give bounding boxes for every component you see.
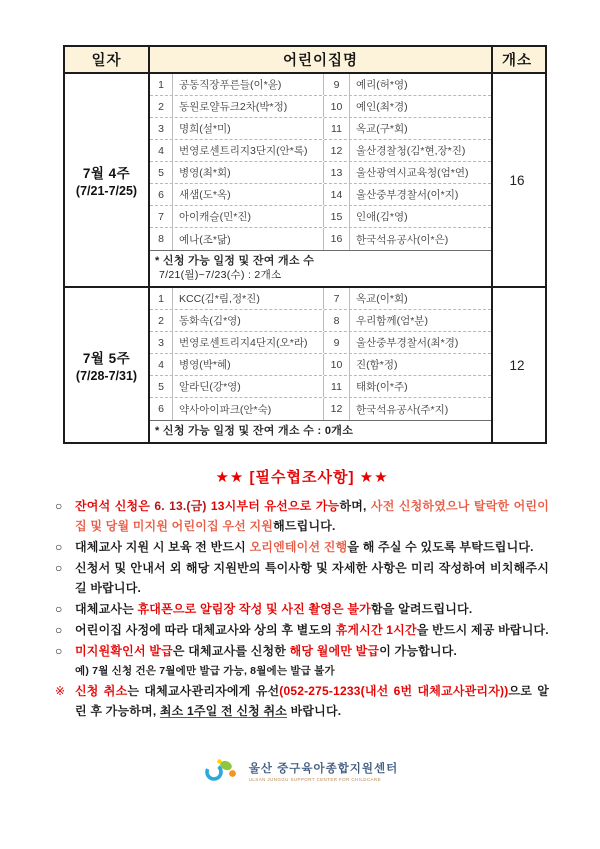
entry-name: 번영로센트리지3단지(안*록) xyxy=(173,140,324,161)
notice-segment: 휴게시간 1시간 xyxy=(335,623,417,637)
notice-segment: 함을 알려드립니다. xyxy=(370,602,473,616)
entry-row xyxy=(150,74,491,96)
entry-number: 10 xyxy=(324,354,350,375)
notice-item xyxy=(55,558,549,598)
entry-number: 5 xyxy=(150,162,173,183)
column-header-name: 어린이집명 xyxy=(282,53,359,69)
entry-name: 예리(허*영) xyxy=(356,79,408,91)
notice-item xyxy=(55,496,549,536)
notice-marker: ○ xyxy=(55,602,63,616)
entry-number: 9 xyxy=(324,74,350,95)
week-row xyxy=(65,286,545,442)
entry-name: 새샘(도*옥) xyxy=(173,184,324,205)
entry-row xyxy=(150,288,491,310)
notice-section-title: ★★ [필수협조사항] ★★ xyxy=(215,469,389,486)
entry-name: KCC(김*림,정*진) xyxy=(173,288,324,309)
entry-name: 울산중부경찰서(이*지) xyxy=(356,189,459,201)
date-cell xyxy=(65,288,150,442)
entry-number: 1 xyxy=(150,288,173,309)
notice-segment: 으로 알린 후 가능하며, xyxy=(75,684,550,718)
availability-note-line: * 신청 가능 일정 및 잔여 개소 수 xyxy=(155,255,315,267)
notice-segment: (052-275-1233(내선 6번 대체교사관리자)) xyxy=(279,684,509,698)
notice-marker: ○ xyxy=(55,561,63,575)
notice-segment: 하며, xyxy=(339,499,371,513)
entry-name: 아이캐슬(민*진) xyxy=(173,206,324,227)
entry-row xyxy=(150,206,491,228)
notice-item xyxy=(55,681,549,721)
entry-number: 14 xyxy=(324,184,350,205)
notice-text xyxy=(75,599,549,619)
entry-number: 3 xyxy=(150,118,173,139)
entry-row xyxy=(150,310,491,332)
entry-number: 7 xyxy=(324,288,350,309)
availability-note-line: * 신청 가능 일정 및 잔여 개소 수 : 0개소 xyxy=(155,425,354,437)
notice-segment: 13시부터 유선으로 가능 xyxy=(206,499,340,513)
notice-item xyxy=(55,599,549,619)
entry-number: 4 xyxy=(150,354,173,375)
notice-item xyxy=(55,620,549,640)
notice-segment: 최소 1주일 전 신청 취소 xyxy=(159,704,288,718)
date-week-label: 7월 5주 xyxy=(82,351,131,366)
entry-row xyxy=(150,228,491,250)
notice-text xyxy=(75,662,549,680)
date-cell xyxy=(65,74,150,286)
entry-name: 한국석유공사(이*은) xyxy=(356,233,449,246)
entry-number: 12 xyxy=(324,140,350,161)
entry-number: 1 xyxy=(150,74,173,95)
entry-name: 한국석유공사(주*지) xyxy=(356,403,449,416)
entry-number: 3 xyxy=(150,332,173,353)
entry-number: 2 xyxy=(150,310,173,331)
availability-note xyxy=(150,250,491,286)
date-range-label: (7/28-7/31) xyxy=(75,369,138,383)
notice-item xyxy=(55,537,549,557)
notice-text xyxy=(75,681,549,721)
entry-number: 2 xyxy=(150,96,173,117)
notice-segment: 휴대폰으로 알림장 작성 및 사진 촬영은 불가 xyxy=(137,602,371,616)
entry-name: 병영(최*회) xyxy=(173,162,324,183)
entry-name: 동화속(김*영) xyxy=(173,310,324,331)
entry-rows xyxy=(150,288,491,420)
entry-number: 6 xyxy=(150,398,173,420)
notice-segment: 미지원확인서 발급 xyxy=(75,644,173,658)
notice-segment: 해당 월에만 발급 xyxy=(289,644,380,658)
notice-text xyxy=(75,620,549,640)
entry-name: 울산중부경찰서(최*경) xyxy=(356,337,459,349)
entry-name: 약사아이파크(안*숙) xyxy=(173,398,324,420)
entry-name: 알라딘(강*영) xyxy=(173,376,324,397)
notice-segment: 이 가능합니다. xyxy=(379,644,458,658)
entry-row xyxy=(150,332,491,354)
count-cell: 16 xyxy=(491,74,541,286)
entry-name: 옥교(이*회) xyxy=(356,293,408,305)
notice-segment: 은 대체교사를 신청한 xyxy=(172,644,290,658)
notice-text xyxy=(75,537,549,557)
entry-row xyxy=(150,140,491,162)
column-header-date: 일자 xyxy=(65,47,150,72)
entry-name: 인애(김*영) xyxy=(356,211,408,223)
notice-segment: 신청서 및 안내서 외 해당 지원반의 특이사항 및 자세한 사항은 미리 작성하여 비치해주시길 바랍니다. xyxy=(75,561,549,595)
notice-segment: 잔여석 신청은 xyxy=(75,499,155,513)
notice-segment: 해드립니다. xyxy=(273,519,336,533)
notice-segment: 대체교사는 xyxy=(75,602,138,616)
notice-segment: 사전 신청하였으나 탈락한 어린이집 및 당월 미지원 어린이집 우선 지원 xyxy=(75,499,549,533)
notice-text xyxy=(75,558,549,598)
notice-segment: 예) 7월 신청 건은 7월에만 발급 가능, 8월에는 발급 불가 xyxy=(75,665,335,677)
notice-segment: 6. 13.(금) xyxy=(154,499,207,513)
entry-name: 옥교(구*회) xyxy=(356,123,408,135)
table-header xyxy=(65,47,545,74)
notice-segment: 바랍니다. xyxy=(287,704,342,718)
notice-item xyxy=(55,662,549,680)
entry-number: 10 xyxy=(324,96,350,117)
notice-segment: 어린이집 사정에 따라 대체교사와 상의 후 별도의 xyxy=(75,623,336,637)
column-header-count: 개소 xyxy=(491,47,541,72)
entry-name: 동원로얄듀크2차(박*정) xyxy=(173,96,324,117)
schedule-table xyxy=(63,45,547,444)
entry-name: 병영(박*혜) xyxy=(173,354,324,375)
notice-marker: ○ xyxy=(55,540,63,554)
entry-name: 진(함*정) xyxy=(356,359,398,371)
entry-number: 6 xyxy=(150,184,173,205)
entry-row xyxy=(150,354,491,376)
entry-row xyxy=(150,96,491,118)
notice-section xyxy=(55,466,549,722)
notice-text xyxy=(75,496,549,536)
entry-name: 울산광역시교육청(엄*연) xyxy=(356,167,469,179)
date-week-label: 7월 4주 xyxy=(82,166,131,181)
entry-rows xyxy=(150,74,491,250)
entry-number: 8 xyxy=(324,310,350,331)
entry-number: 11 xyxy=(324,376,350,397)
center-logo-icon xyxy=(202,757,242,784)
org-name-english: ULSAN JUNGGU SUPPORT CENTER FOR CHILDCARE xyxy=(248,776,381,782)
entry-number: 16 xyxy=(324,228,350,250)
entry-number: 7 xyxy=(150,206,173,227)
availability-note xyxy=(150,420,491,442)
notice-marker: ※ xyxy=(55,684,66,698)
date-range-label: (7/21-7/25) xyxy=(75,184,138,198)
notice-item xyxy=(55,641,549,661)
entry-number: 13 xyxy=(324,162,350,183)
org-text xyxy=(249,760,399,782)
entry-row xyxy=(150,184,491,206)
entry-row xyxy=(150,376,491,398)
entry-name: 예나(조*닮) xyxy=(173,228,324,250)
notice-segment: 대체교사 지원 시 보육 전 반드시 xyxy=(75,540,250,554)
entry-name: 명희(설*미) xyxy=(173,118,324,139)
entry-name: 예인(최*경) xyxy=(356,101,408,113)
notice-marker: ○ xyxy=(55,499,63,513)
entry-name: 태화(이*주) xyxy=(356,381,408,393)
entry-row xyxy=(150,162,491,184)
notice-marker xyxy=(55,662,75,680)
entry-number: 5 xyxy=(150,376,173,397)
org-name: 울산 중구육아종합지원센터 xyxy=(248,762,399,775)
week-row xyxy=(65,74,545,286)
entry-number: 9 xyxy=(324,332,350,353)
entry-number: 12 xyxy=(324,398,350,420)
notice-segment: 신청 취소 xyxy=(75,684,128,698)
entry-row xyxy=(150,398,491,420)
center-cell xyxy=(150,74,491,286)
entry-name: 우리함께(엄*분) xyxy=(356,315,428,327)
notice-segment: 을 해 주실 수 있도록 부탁드립니다. xyxy=(347,540,534,554)
entry-number: 8 xyxy=(150,228,173,250)
entry-row xyxy=(150,118,491,140)
entry-name: 울산경찰청(김*현,장*진) xyxy=(356,145,466,157)
notice-marker: ○ xyxy=(55,644,63,658)
table-body xyxy=(65,74,545,442)
notice-text xyxy=(75,641,549,661)
notice-segment: 오리엔테이션 진행 xyxy=(249,540,348,554)
entry-number: 11 xyxy=(324,118,350,139)
notice-list xyxy=(55,496,549,721)
footer xyxy=(0,757,600,784)
entry-name: 공동직장푸른들(이*윤) xyxy=(173,74,324,95)
count-cell: 12 xyxy=(491,288,541,442)
notice-segment: 을 반드시 제공 바랍니다. xyxy=(416,623,549,637)
notice-segment: 는 대체교사관리자에게 유선 xyxy=(127,684,280,698)
entry-number: 4 xyxy=(150,140,173,161)
availability-note-line: 7/21(월)~7/23(수) : 2개소 xyxy=(159,269,282,281)
notice-marker: ○ xyxy=(55,623,63,637)
entry-number: 15 xyxy=(324,206,350,227)
entry-name: 번영로센트리지4단지(오*라) xyxy=(173,332,324,353)
center-cell xyxy=(150,288,491,442)
